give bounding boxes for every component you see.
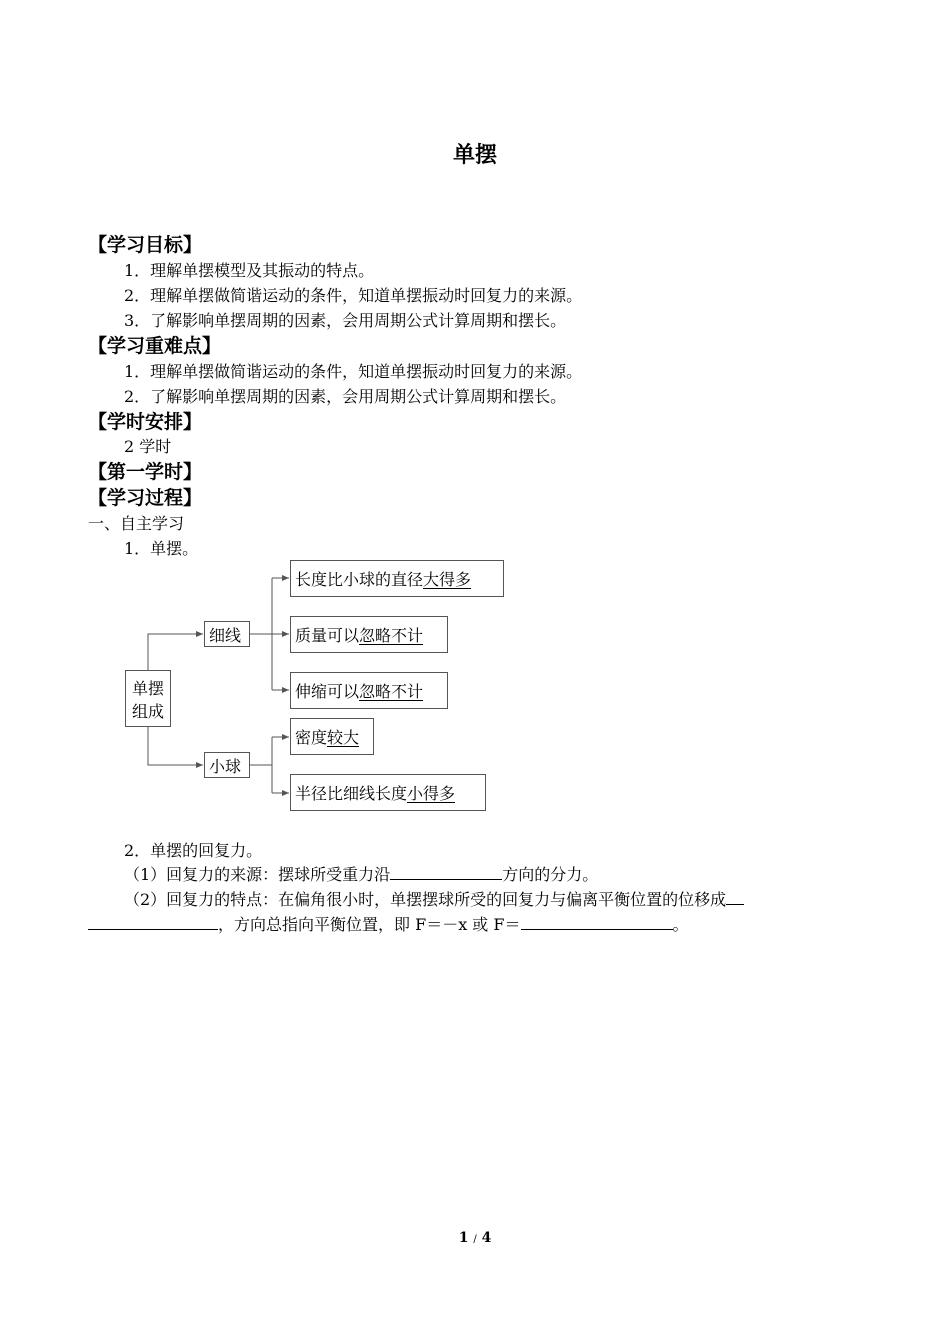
item-two-heading: 2．单摆的回复力。 [124, 841, 263, 860]
diagram-root-line: 组成 [131, 701, 164, 721]
question-two-text: （2）回复力的特点：在偏角很小时，单摆摆球所受的回复力与偏离平衡位置的位移成 [124, 890, 727, 909]
page-current: 1 [458, 1230, 469, 1246]
key-point-item: 2．了解影响单摆周期的因素，会用周期公式计算周期和摆长。 [124, 387, 567, 406]
objective-item: 3．了解影响单摆周期的因素，会用周期公式计算周期和摆长。 [124, 311, 567, 330]
diagram-branch-ball: 小球 [204, 752, 250, 778]
answer-blank[interactable] [88, 915, 218, 930]
question-two-line2 [88, 912, 689, 935]
schedule-text: 2 学时 [124, 437, 172, 456]
diagram-item-prefix: 伸缩可以 [295, 682, 360, 701]
item-one-heading: 1．单摆。 [124, 539, 199, 558]
diagram-item-prefix: 长度比小球的直径 [295, 570, 424, 589]
key-points-heading: 【学习重难点】 [88, 335, 222, 357]
answer-blank[interactable] [726, 890, 744, 905]
diagram-item-answer: 小得多 [407, 784, 456, 803]
page-separator: / [473, 1234, 477, 1245]
diagram-item-prefix: 半径比细线长度 [295, 784, 408, 803]
part-one-heading: 一、自主学习 [88, 514, 185, 533]
diagram-item-answer: 较大 [327, 728, 360, 747]
page-total: 4 [481, 1230, 492, 1246]
diagram-root-line: 单摆 [131, 678, 164, 698]
diagram-thread-item [290, 672, 448, 709]
diagram-item-answer: 忽略不计 [359, 626, 424, 645]
diagram-ball-item [290, 718, 374, 755]
diagram-thread-item [290, 560, 504, 597]
question-two-end: 。 [672, 915, 689, 934]
key-point-item: 1．理解单摆做简谐运动的条件，知道单摆振动时回复力的来源。 [124, 362, 583, 381]
diagram-root [125, 670, 171, 727]
diagram-item-prefix: 质量可以 [295, 626, 360, 645]
question-two-line1 [124, 887, 744, 910]
page-number [0, 1230, 950, 1246]
page-title: 单摆 [452, 143, 497, 168]
process-heading: 【学习过程】 [88, 487, 203, 509]
diagram-ball-item [290, 774, 486, 811]
diagram-thread-item [290, 616, 448, 653]
question-one [124, 862, 598, 885]
objective-item: 1．理解单摆模型及其振动的特点。 [124, 261, 375, 280]
diagram-item-answer: 大得多 [423, 570, 472, 589]
question-one-suffix: 方向的分力。 [502, 865, 599, 884]
objective-item: 2．理解单摆做简谐运动的条件，知道单摆振动时回复力的来源。 [124, 286, 583, 305]
schedule-heading: 【学时安排】 [88, 411, 203, 433]
question-two-mid: ，方向总指向平衡位置，即 F＝－x 或 F＝ [218, 915, 521, 934]
answer-blank[interactable] [390, 865, 502, 880]
objectives-heading: 【学习目标】 [88, 234, 203, 256]
answer-blank[interactable] [521, 915, 673, 930]
period-heading: 【第一学时】 [88, 461, 203, 483]
diagram-item-answer: 忽略不计 [359, 682, 424, 701]
diagram-branch-thread: 细线 [204, 621, 250, 647]
diagram-item-prefix: 密度 [295, 728, 328, 747]
question-one-prefix: （1）回复力的来源：摆球所受重力沿 [124, 865, 391, 884]
